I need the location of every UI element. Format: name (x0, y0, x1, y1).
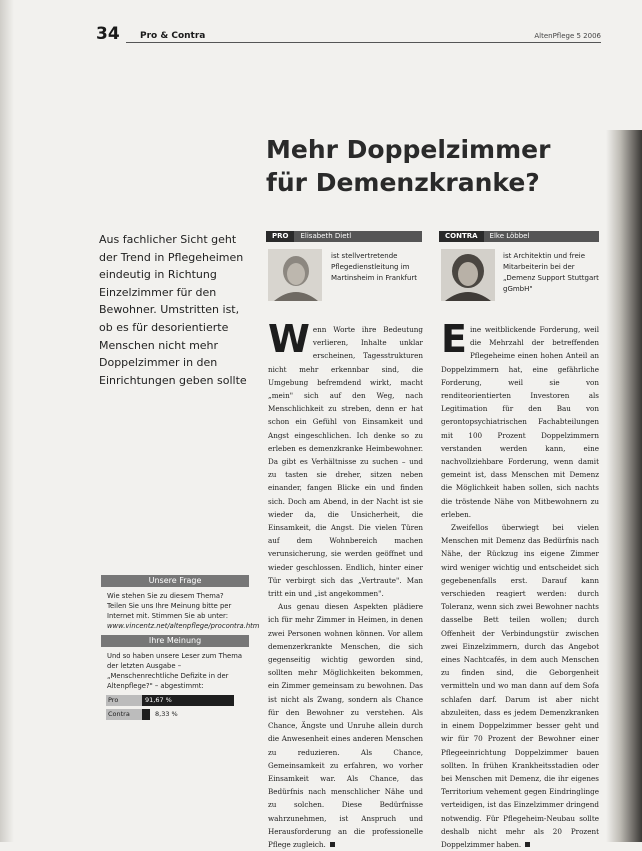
reader-poll-box (101, 575, 260, 723)
article-end-mark (525, 842, 530, 847)
contra-author-portrait (441, 249, 495, 301)
poll-result-row (106, 709, 249, 720)
pro-tag: PRO (266, 231, 294, 242)
title-line-1: Mehr Doppelzimmer (266, 135, 551, 164)
page-spine-shadow (0, 0, 14, 842)
page-number: 34 (96, 24, 120, 44)
contra-author: Elke Löbbel (489, 232, 530, 240)
facing-page-edge (606, 130, 642, 842)
contra-paragraph-1: Eine weitblickende Forderung, weil die Mehrzahl der betreffenden Pflegeheime einen hohen Anteil an Doppelzimmern hat, eine gefährliche Forderung, weil sie von renditeorientierten Investoren als Legitimation für den Bau von gerontopsychiatrischen Fachabteilungen mit 100 Prozent Doppelzimmern verstanden werden kann, eine nachvollziehbare Forderung, wenn damit gemeint ist, dass Menschen mit Demenz die Möglichkeit haben sollen, sich nachts die tröstende Nähe von Mitbewohnern zu erleben. (441, 317, 599, 519)
title-line-2: für Demenzkranke? (266, 168, 540, 197)
poll-result-value: 91,67 % (145, 696, 172, 704)
question-text-block (101, 587, 260, 635)
poll-result-label: Contra (106, 709, 142, 720)
pro-portrait-photo (268, 249, 322, 301)
contra-tag: CONTRA (439, 231, 484, 242)
contra-header-bar (439, 231, 599, 242)
poll-result-label: Pro (106, 695, 142, 706)
contra-dropcap: E (441, 317, 467, 361)
question-text: Wie stehen Sie zu diesem Thema? Teilen Sie uns Ihre Meinung bitte per Internet mit. Stimmen Sie ab unter: (107, 592, 232, 620)
poll-result-bars (101, 695, 249, 720)
pro-author-bio: ist stellvertretende Pflegedienstleitung im Martinsheim in Frankfurt (331, 252, 418, 282)
question-heading: Unsere Frage (101, 575, 249, 587)
pro-body-text (268, 317, 423, 851)
poll-result-bar (142, 709, 150, 720)
poll-result-row (106, 695, 249, 706)
running-header (96, 24, 601, 44)
result-text: Und so haben unsere Leser zum Thema der letzten Ausgabe – „Menschenrechtliche Defizite in der Altenpflege?" – abgestimmt: (107, 652, 242, 690)
article-title (266, 133, 606, 199)
pro-header-bar (266, 231, 422, 242)
pro-author: Elisabeth Dietl (300, 232, 352, 240)
contra-portrait-photo (441, 249, 495, 301)
poll-link[interactable]: www.vincentz.net/altenpflege/procontra.htm (107, 622, 260, 630)
article-teaser: Aus fachlicher Sicht geht der Trend in Pflegeheimen eindeutig in Richtung Einzelzimmer für den Bewohner. Umstritten ist, ob es für desorientierte Menschen nicht mehr Doppelzimmer in den Einrichtungen geben sollte (99, 233, 247, 387)
pro-dropcap: W (268, 317, 310, 361)
contra-paragraph-2: Zweifellos überwiegt bei vielen Menschen mit Demenz das Bedürfnis nach Nähe, der Rückzug ins eigene Zimmer wird weniger wichtig und entscheidet sich gegebenenfalls erst. Darauf kann verschieden reagiert werden: durch Toleranz, wenn sich zwei Bewohner nachts dasselbe Bett teilen wollen; durch Offenheit der Verbindungstür zwischen zwei Einzelzimmern, durch das Angebot eines Nachtcafés, in dem auch Menschen zu finden sind, die Geborgenheit vermitteln und wo man dann auf dem Sofa schlafen darf. Darum ist aber nicht abzuleiten, dass es jedem Demenzkranken in einem Doppelzimmer besser geht und wir für 70 Prozent der Bewohner einer Pflegeeinrichtung Doppelzimmer bauen sollten. In frühen Krankheitsstadien oder bei Menschen mit Demenz, die ihr eigenes Territorium vehement gegen Eindringlinge verteidigen, ist das Einzelzimmer dringend notwendig. Für Pflegeheim-Neubau sollte deshalb nicht mehr als 20 Prozent Doppelzimmer haben. (441, 523, 599, 849)
section-name: Pro & Contra (140, 31, 206, 41)
contra-author-bio: ist Architektin und freie Mitarbeiterin bei der „Demenz Support Stuttgart gGmbH" (503, 252, 599, 293)
contra-body-text (441, 317, 599, 851)
article-end-mark (330, 842, 335, 847)
header-rule (126, 42, 601, 43)
result-heading: Ihre Meinung (101, 635, 249, 647)
issue-label: AltenPflege 5 2006 (534, 32, 601, 40)
pro-paragraph-1: Wenn Worte ihre Bedeutung verlieren, Inhalte unklar erscheinen, Tagesstrukturen nicht mehr erkennbar sind, die Umgebung befremdend wirkt, macht „mein" sich auf den Weg, nach Menschlichkeit zu streben, denn er hat schon ein Gefühl von Einsamkeit und Angst eingeschlichen. Ich denke so zu erleben es demenzkranke Heimbewohner. Da gibt es Verhältnisse zu suchen – und zu tasten sie dreher, sitzen neben einander, fangen Blicke ein und finden sich. Doch am Abend, in der Nacht ist sie wieder da, die Unsicherheit, die Einsamkeit, die Angst. Die vielen Türen auf dem Wohnbereich machen verunsicherung, sie werden geöffnet und wieder geschlossen. Endlich, hinter einer Tür verbirgt sich das „Vertraute". Man tritt ein und „ist angekommen". (268, 317, 423, 599)
pro-paragraph-2: Aus genau diesen Aspekten plädiere ich für mehr Zimmer in Heimen, in denen zwei Personen wohnen können. Vor allem demenzerkrankte Menschen, die sich gegenseitig wichtig geworden sind, sollten mehr Möglichkeiten bekommen, ein Zimmer gemeinsam zu bewohnen. Das ist nicht als Zwang, sondern als Chance für den Bewohner zu verstehen. Als Chance, Ängste und Unruhe allein durch die Anwesenheit eines anderen Menschen zu reduzieren. Als Chance, Gemeinsamkeit zu erfahren, wo vorher Einsamkeit war. Als Chance, das Bedürfnis nach menschlicher Nähe und zu solchen. Diese Bedürfnisse wahrzunehmen, ist Anspruch und Herausforderung an die professionelle Pflege zugleich. (268, 602, 423, 849)
pro-author-portrait (268, 249, 322, 301)
poll-result-value: 8,33 % (155, 710, 178, 718)
